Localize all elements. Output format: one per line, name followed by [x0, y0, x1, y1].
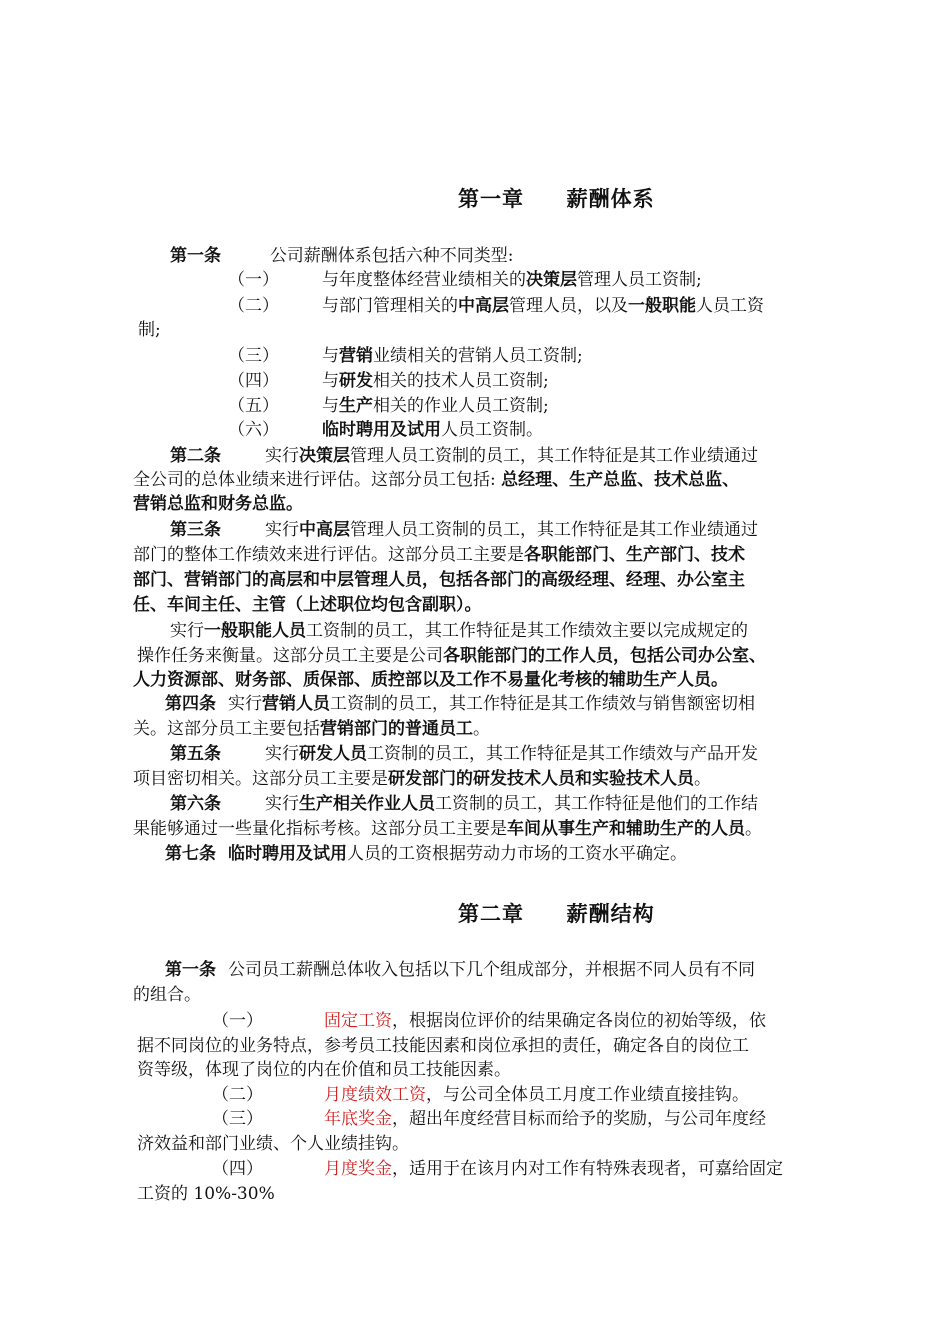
text: 管理人员工资制的员工，其工作特征是其工作业绩通过	[350, 520, 758, 540]
chapter-2-number: 第二章	[458, 902, 524, 926]
item-text: 与	[322, 346, 339, 366]
ch1-article-2-line2	[133, 468, 739, 492]
ch1-article-5-line2	[133, 767, 711, 791]
text: 部门的整体工作绩效来进行评估。这部分员工主要是	[133, 545, 524, 565]
chapter-1-number: 第一章	[458, 187, 524, 211]
bold-text: 研发部门的研发技术人员和实验技术人员	[388, 769, 694, 789]
item-number: （四）	[228, 371, 279, 391]
ch1-article-1	[170, 244, 514, 268]
chapter-2-title: 薪酬结构	[566, 902, 655, 926]
chapter-1-title: 薪酬体系	[566, 187, 655, 211]
item-number: （二）	[228, 296, 279, 316]
item-text: 人员工资制。	[441, 420, 543, 440]
text: 实行	[265, 446, 299, 466]
text: ，超出年度经营目标而给予的奖励，与公司年度经	[392, 1109, 766, 1129]
bold-text: 各职能部门、生产部门、技术	[524, 545, 745, 565]
item-number: （三）	[212, 1109, 263, 1129]
ch2-item-1-line2: 据不同岗位的业务特点，参考员工技能因素和岗位承担的责任，确定各自的岗位工	[137, 1036, 749, 1056]
text: 人员的工资根据劳动力市场的工资水平确定。	[347, 844, 687, 864]
ch1-item-6	[228, 418, 543, 442]
article-text: 公司薪酬体系包括六种不同类型:	[269, 246, 514, 266]
item-bold: 研发	[339, 371, 373, 391]
bold-text: 研发人员	[299, 744, 367, 764]
ch1-item-3	[228, 344, 583, 368]
item-number: （六）	[228, 420, 279, 440]
article-label: 第七条	[165, 844, 216, 864]
article-label: 第四条	[165, 694, 216, 714]
ch2-item-3	[212, 1107, 766, 1131]
ch1-item-4	[228, 369, 549, 393]
bold-text: 临时聘用及试用	[228, 844, 347, 864]
bold-text: 总经理、生产总监、技术总监、	[501, 470, 740, 490]
text: 工资制的员工，其工作特征是其工作绩效主要以完成规定的	[306, 621, 748, 641]
item-number: （三）	[228, 346, 279, 366]
chapter-2-heading	[458, 898, 655, 928]
ch1-article-6-line2	[133, 817, 762, 841]
ch1-article-3-line3: 部门、营销部门的高层和中层管理人员，包括各部门的高级经理、经理、办公室主	[133, 570, 745, 590]
chapter-1-heading	[458, 183, 655, 213]
item-bold: 决策层	[526, 270, 577, 290]
text: ，适用于在该月内对工作有特殊表现者，可嘉给固定	[392, 1159, 783, 1179]
ch1-article-7	[165, 842, 687, 866]
article-label: 第二条	[170, 446, 221, 466]
text: 管理人员工资制的员工，其工作特征是其工作业绩通过	[350, 446, 758, 466]
text: 关。这部分员工主要包括	[133, 719, 320, 739]
ch1-general-staff-line2	[137, 644, 766, 668]
item-text: 相关的技术人员工资制;	[373, 371, 549, 391]
item-text: 人员工资	[696, 296, 764, 316]
bold-text: 营销部门的普通员工	[320, 719, 473, 739]
item-bold: 临时聘用及试用	[322, 420, 441, 440]
article-label: 第一条	[165, 960, 216, 980]
item-number: （四）	[212, 1159, 263, 1179]
ch1-article-6	[170, 792, 758, 816]
ch1-article-2	[170, 444, 758, 468]
bold-text: 生产相关作业人员	[299, 794, 435, 814]
ch2-item-4	[212, 1157, 783, 1181]
item-bold: 一般职能	[628, 296, 696, 316]
text: 实行	[170, 621, 204, 641]
item-number: （五）	[228, 396, 279, 416]
text: 实行	[228, 694, 262, 714]
ch2-article-1-line2: 的组合。	[133, 985, 201, 1005]
text: ，根据岗位评价的结果确定各岗位的初始等级，依	[392, 1011, 766, 1031]
ch1-item-5	[228, 394, 549, 418]
text: 工资制的员工，其工作特征是他们的工作结	[435, 794, 758, 814]
bold-text: 车间从事生产和辅助生产的人员	[507, 819, 745, 839]
article-label: 第六条	[170, 794, 221, 814]
item-text: 管理人员，以及	[509, 296, 628, 316]
highlight-term: 月度奖金	[324, 1159, 392, 1179]
item-bold: 营销	[339, 346, 373, 366]
highlight-term: 固定工资	[324, 1011, 392, 1031]
text: 实行	[265, 794, 299, 814]
ch2-item-1	[212, 1009, 766, 1033]
bold-text: 各职能部门的工作人员，包括公司办公室、	[443, 646, 766, 666]
ch1-article-4	[165, 692, 755, 716]
article-label: 第五条	[170, 744, 221, 764]
text: 工资制的员工，其工作特征是其工作绩效与产品开发	[367, 744, 758, 764]
item-number: （二）	[212, 1085, 263, 1105]
ch2-item-2	[212, 1083, 749, 1107]
item-text: 与部门管理相关的	[322, 296, 458, 316]
ch2-article-1	[165, 958, 755, 982]
ch1-item-2-cont: 制;	[138, 320, 161, 340]
text: 。	[473, 719, 490, 739]
text: 果能够通过一些量化指标考核。这部分员工主要是	[133, 819, 507, 839]
item-text: 管理人员工资制;	[577, 270, 702, 290]
highlight-term: 月度绩效工资	[324, 1085, 426, 1105]
text: 公司员工薪酬总体收入包括以下几个组成部分，并根据不同人员有不同	[228, 960, 755, 980]
text: ，与公司全体员工月度工作业绩直接挂钩。	[426, 1085, 749, 1105]
text: 实行	[265, 744, 299, 764]
item-text: 相关的作业人员工资制;	[373, 396, 549, 416]
item-text: 业绩相关的营销人员工资制;	[373, 346, 583, 366]
ch1-article-4-line2	[133, 717, 490, 741]
ch2-item-1-line3: 资等级，体现了岗位的内在价值和员工技能因素。	[137, 1060, 511, 1080]
bold-text: 营销人员	[262, 694, 330, 714]
text: 实行	[265, 520, 299, 540]
ch1-item-1	[228, 268, 702, 292]
text: 。	[745, 819, 762, 839]
item-text: 与	[322, 396, 339, 416]
text: 操作任务来衡量。这部分员工主要是公司	[137, 646, 443, 666]
text: 全公司的总体业绩来进行评估。这部分员工包括:	[133, 470, 502, 490]
bold-text: 中高层	[299, 520, 350, 540]
item-bold: 生产	[339, 396, 373, 416]
ch1-article-3	[170, 518, 758, 542]
ch1-article-3-line4: 任、车间主任、主管（上述职位均包含副职）。	[133, 595, 482, 615]
bold-text: 一般职能人员	[204, 621, 306, 641]
item-number: （一）	[212, 1011, 263, 1031]
ch1-general-staff	[170, 619, 748, 643]
item-text: 与	[322, 371, 339, 391]
ch1-item-2	[228, 294, 764, 318]
item-text: 与年度整体经营业绩相关的	[322, 270, 526, 290]
ch2-item-4-line2: 工资的 10%-30%	[137, 1184, 275, 1204]
item-number: （一）	[228, 270, 279, 290]
text: 。	[694, 769, 711, 789]
ch1-article-5	[170, 742, 758, 766]
ch2-item-3-line2: 济效益和部门业绩、个人业绩挂钩。	[137, 1134, 409, 1154]
ch1-article-2-line3: 营销总监和财务总监。	[133, 494, 303, 514]
ch1-general-staff-line3: 人力资源部、财务部、质保部、质控部以及工作不易量化考核的辅助生产人员。	[133, 670, 728, 690]
text: 项目密切相关。这部分员工主要是	[133, 769, 388, 789]
text: 工资制的员工，其工作特征是其工作绩效与销售额密切相	[330, 694, 755, 714]
ch1-article-3-line2	[133, 543, 745, 567]
item-bold: 中高层	[458, 296, 509, 316]
bold-text: 决策层	[299, 446, 350, 466]
highlight-term: 年底奖金	[324, 1109, 392, 1129]
article-label: 第一条	[170, 246, 221, 266]
article-label: 第三条	[170, 520, 221, 540]
